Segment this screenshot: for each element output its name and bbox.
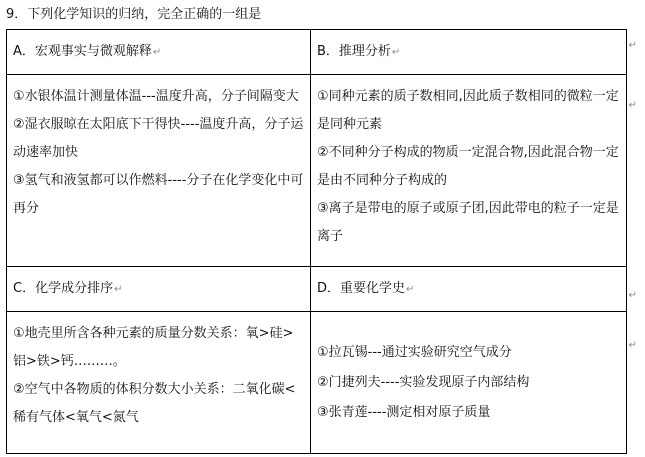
knowledge-table: [6, 29, 627, 454]
option-a-heading: A．宏观事实与微观解释: [13, 43, 152, 59]
cell-a-body: [7, 75, 311, 267]
option-b-item-3: ③离子是带电的原子或原子团,因此带电的粒子一定是离子: [317, 201, 619, 244]
option-b-item-2: ②不同种分子构成的物质一定混合物,因此混合物一定是由不同种分子构成的: [317, 145, 619, 188]
cell-b-body: [311, 75, 627, 267]
paragraph-mark-icon: ↵: [152, 46, 162, 58]
option-d-item-3: ③张青莲----测定相对原子质量: [317, 405, 491, 420]
row-end-mark-icon: ↵: [628, 40, 637, 51]
option-d-item-1: ①拉瓦锡---通过实验研究空气成分: [317, 345, 512, 360]
row-end-mark-icon: ↵: [628, 100, 637, 111]
paragraph-mark-icon: ↵: [114, 283, 123, 295]
cell-d-body: [311, 312, 627, 454]
option-a-item-3: ③氢气和液氢都可以作燃料----分子在化学变化中可再分: [13, 173, 304, 216]
option-d-heading: D．重要化学史: [317, 280, 406, 296]
cell-c-heading: [7, 267, 311, 312]
option-c-heading: C．化学成分排序: [13, 280, 114, 296]
paragraph-mark-icon: ↵: [391, 46, 401, 58]
table-row: [7, 312, 627, 454]
option-b-item-1: ①同种元素的质子数相同,因此质子数相同的微粒一定是同种元素: [317, 89, 619, 132]
option-d-item-2: ②门捷列夫----实验发现原子内部结构: [317, 375, 530, 390]
option-a-item-1: ①水银体温计测量体温---温度升高，分子间隔变大: [13, 89, 299, 104]
question-text: 9．下列化学知识的归纳，完全正确的一组是: [6, 7, 262, 22]
cell-d-heading: [311, 267, 627, 312]
cell-a-heading: [7, 30, 311, 75]
option-c-item-2: ②空气中各物质的体积分数大小关系：二氧化碳<稀有气体<氧气<氮气: [13, 382, 296, 425]
option-a-item-2: ②湿衣服晾在太阳底下干得快----温度升高，分子运动速率加快: [13, 117, 304, 160]
cell-b-heading: [311, 30, 627, 75]
table-row: [7, 75, 627, 267]
option-b-heading: B．推理分析: [317, 43, 391, 59]
cell-c-body: [7, 312, 311, 454]
row-end-mark-icon: ↵: [628, 340, 637, 351]
row-end-mark-icon: ↵: [628, 290, 637, 301]
paragraph-mark-icon: ↵: [406, 283, 415, 295]
option-c-item-1: ①地壳里所含各种元素的质量分数关系：氧>硅>铝>铁>钙………。: [13, 326, 294, 369]
table-row: [7, 267, 627, 312]
table-row: [7, 30, 627, 75]
